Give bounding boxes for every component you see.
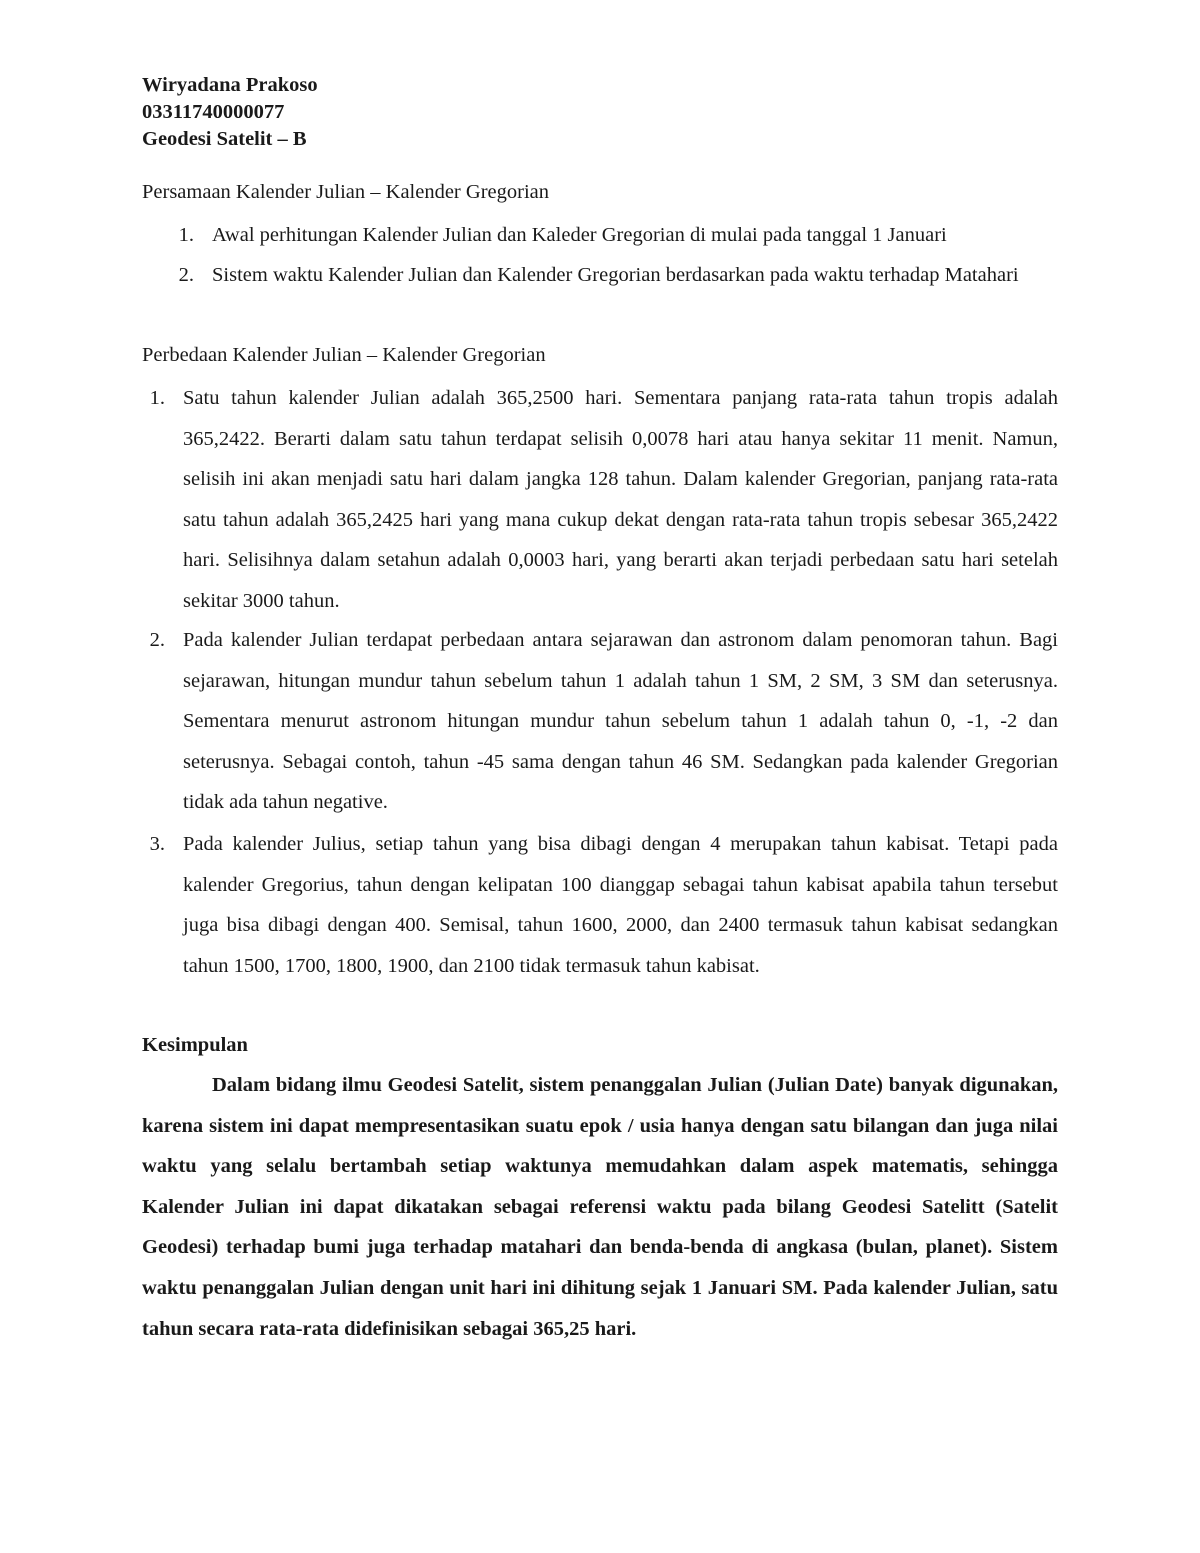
persamaan-item-1-number: 1.: [178, 224, 194, 246]
author-name: Wiryadana Prakoso: [142, 74, 318, 96]
student-id: 03311740000077: [142, 101, 285, 123]
document-header: [142, 72, 318, 153]
perbedaan-heading: Perbedaan Kalender Julian – Kalender Gregorian: [142, 344, 546, 366]
kesimpulan-paragraph: Dalam bidang ilmu Geodesi Satelit, sistem penanggalan Julian (Julian Date) banyak digunakan, karena sistem ini dapat mempresentasikan suatu epok / usia hanya dengan satu bilangan dan juga nilai waktu yang selalu bertambah setiap waktunya memudahkan dalam aspek matematis, sehingga Kalender Julian ini dapat dikatakan sebagai referensi waktu pada bilang Geodesi Satelitt (Satelit Geodesi) terhadap bumi juga terhadap matahari dan benda-benda di angkasa (bulan, planet). Sistem waktu penanggalan Julian dengan unit hari ini dihitung sejak 1 Januari SM. Pada kalender Julian, satu tahun secara rata-rata didefinisikan sebagai 365,25 hari.: [142, 1074, 1058, 1340]
course-name: Geodesi Satelit – B: [142, 128, 307, 150]
perbedaan-item-2-number: 2.: [149, 629, 165, 651]
persamaan-item-2-number: 2.: [178, 264, 194, 286]
perbedaan-item-2-text: Pada kalender Julian terdapat perbedaan antara sejarawan dan astronom dalam penomoran tahun. Bagi sejarawan, hitungan mundur tahun sebelum tahun 1 adalah tahun 1 SM, 2 SM, 3 SM dan seterusnya. Sementara menurut astronom hitungan mundur tahun sebelum tahun 1 adalah tahun 0, -1, -2 dan seterusnya. Sebagai contoh, tahun -45 sama dengan tahun 46 SM. Sedangkan pada kalender Gregorian tidak ada tahun negative.: [183, 629, 1058, 813]
perbedaan-item-3-number: 3.: [149, 833, 165, 855]
persamaan-heading: Persamaan Kalender Julian – Kalender Gregorian: [142, 181, 549, 203]
perbedaan-item-1-number: 1.: [149, 387, 165, 409]
perbedaan-item-1-text: Satu tahun kalender Julian adalah 365,2500 hari. Sementara panjang rata-rata tahun tropis adalah 365,2422. Berarti dalam satu tahun terdapat selisih 0,0078 hari atau hanya sekitar 11 menit. Namun, selisih ini akan menjadi satu hari dalam jangka 128 tahun. Dalam kalender Gregorian, panjang rata-rata satu tahun adalah 365,2425 hari yang mana cukup dekat dengan rata-rata tahun tropis sebesar 365,2422 hari. Selisihnya dalam setahun adalah 0,0003 hari, yang berarti akan terjadi perbedaan satu hari setelah sekitar 3000 tahun.: [183, 387, 1058, 612]
kesimpulan-heading: Kesimpulan: [142, 1034, 248, 1056]
persamaan-item-1-text: Awal perhitungan Kalender Julian dan Kaleder Gregorian di mulai pada tanggal 1 Januari: [212, 224, 947, 246]
persamaan-item-2-text: Sistem waktu Kalender Julian dan Kalender Gregorian berdasarkan pada waktu terhadap Matahari: [212, 264, 1019, 286]
perbedaan-item-3-text: Pada kalender Julius, setiap tahun yang bisa dibagi dengan 4 merupakan tahun kabisat. Tetapi pada kalender Gregorius, tahun dengan kelipatan 100 dianggap sebagai tahun kabisat apabila tahun tersebut juga bisa dibagi dengan 400. Semisal, tahun 1600, 2000, dan 2400 termasuk tahun kabisat sedangkan tahun 1500, 1700, 1800, 1900, dan 2100 tidak termasuk tahun kabisat.: [183, 833, 1058, 977]
